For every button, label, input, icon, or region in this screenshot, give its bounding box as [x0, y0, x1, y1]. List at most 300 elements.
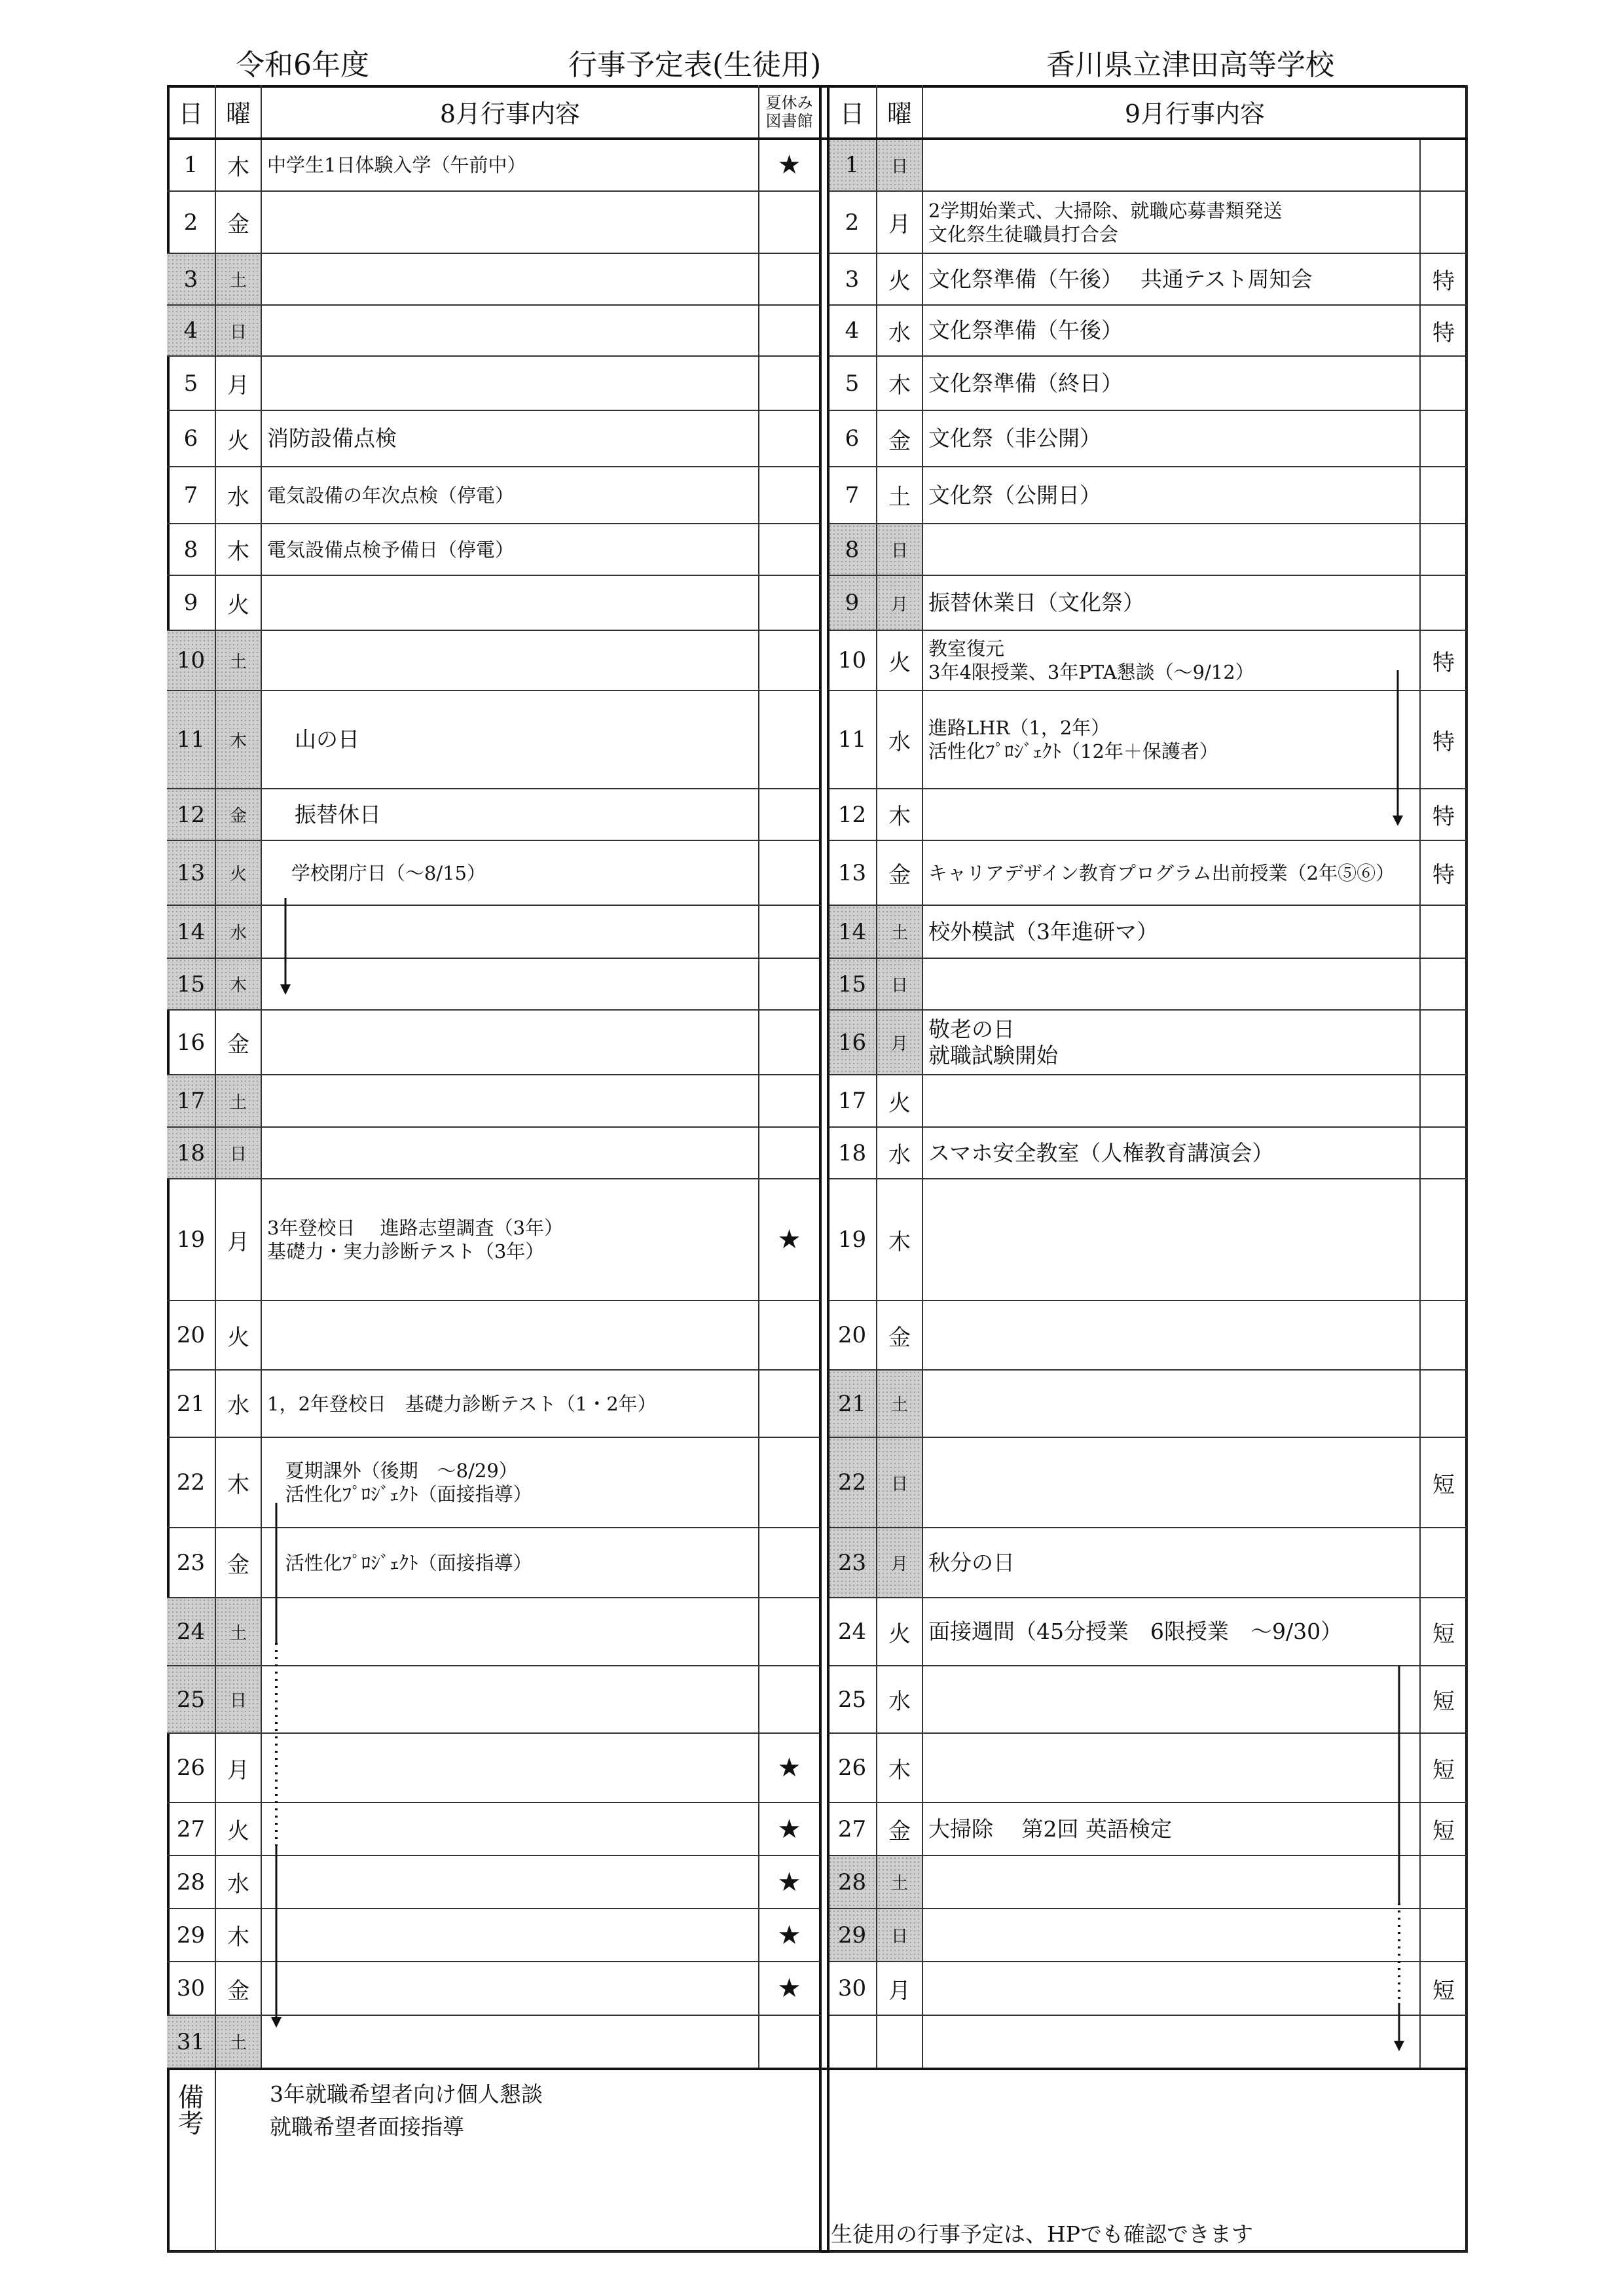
sep-mark-cell [1421, 467, 1468, 524]
sep-event-cell [923, 524, 1421, 576]
aug-library-cell [759, 1128, 822, 1179]
weekday: 日 [229, 322, 247, 342]
library-open-mark: ★ [777, 1867, 801, 1897]
weekday: 金 [229, 806, 247, 826]
aug-dow-cell [216, 1075, 262, 1128]
weekday: 土 [229, 271, 247, 291]
aug-dow-cell [216, 1909, 262, 1962]
aug-library-cell [759, 357, 822, 411]
sep-event-cell [923, 906, 1421, 959]
sep-event-cell [923, 1371, 1421, 1438]
aug-header-library [759, 85, 822, 139]
event-text: 3年登校日 進路志望調査（3年） 基礎力・実力診断テスト（3年） [267, 1217, 564, 1263]
table-rule [167, 137, 1468, 140]
weekday: 金 [227, 211, 249, 238]
sep-dow-cell [877, 1528, 923, 1598]
weekday: 土 [229, 2034, 247, 2053]
event-text: 敬老の日 就職試験開始 [928, 1016, 1058, 1068]
header-label: 日 [178, 99, 204, 128]
sep-dow-cell [877, 1666, 923, 1734]
sep-mark-cell [1421, 524, 1468, 576]
day-number: 26 [837, 1755, 867, 1781]
aug-event-cell [262, 467, 759, 524]
event-text: 大掃除 第2回 英語検定 [928, 1816, 1172, 1842]
aug-dow-cell [216, 192, 262, 254]
sep-dow-cell [877, 467, 923, 524]
aug-day-cell [167, 1734, 216, 1803]
day-number: 6 [845, 425, 860, 452]
sep-dow-cell [877, 254, 923, 306]
weekday: 木 [888, 804, 911, 830]
sep-mark-cell [1421, 789, 1468, 841]
aug-library-cell [759, 1528, 822, 1598]
sep-dow-cell [877, 1011, 923, 1075]
aug-library-cell [759, 192, 822, 254]
aug-event-cell [262, 906, 759, 959]
event-text: 面接週間（45分授業 6限授業 〜9/30） [928, 1619, 1343, 1644]
weekday: 日 [890, 1927, 908, 1946]
sep-dow-cell [877, 1598, 923, 1666]
weekday: 月 [227, 1229, 249, 1255]
aug-library-cell [759, 1598, 822, 1666]
aug-dow-cell [216, 2016, 262, 2069]
aug-library-cell [759, 467, 822, 524]
aug-event-cell [262, 631, 759, 691]
sep-event-cell [923, 1011, 1421, 1075]
weekday: 火 [229, 865, 247, 884]
aug-event-cell [262, 1734, 759, 1803]
event-text: 山の日 [267, 726, 359, 752]
day-number: 25 [176, 1686, 206, 1713]
aug-day-cell [167, 1301, 216, 1371]
weekday: 月 [890, 594, 908, 615]
weekday: 火 [227, 1818, 249, 1844]
aug-day-cell [167, 1909, 216, 1962]
day-number: 24 [837, 1619, 867, 1645]
sep-dow-cell [877, 691, 923, 789]
day-number: 30 [176, 1975, 206, 2001]
weekday: 金 [888, 862, 911, 888]
sep-mark-cell [1421, 1528, 1468, 1598]
weekday: 日 [890, 156, 908, 177]
sep-dow-cell [877, 1438, 923, 1528]
day-number: 25 [837, 1686, 867, 1713]
aug-day-cell [167, 1179, 216, 1301]
day-number: 6 [183, 425, 198, 452]
event-text: 文化祭（非公開） [928, 425, 1101, 451]
sep-mark-cell [1421, 139, 1468, 192]
event-text: 進路LHR（1，2年） 活性化ﾌﾟﾛｼﾞｪｸﾄ（12年＋保護者） [928, 717, 1218, 762]
aug-event-cell [262, 1666, 759, 1734]
sep-day-cell-empty [828, 2016, 877, 2069]
weekday: 火 [888, 1090, 911, 1117]
sep-mark-cell [1421, 691, 1468, 789]
day-number: 27 [176, 1816, 206, 1842]
day-number: 20 [837, 1322, 867, 1348]
aug-day-cell [167, 467, 216, 524]
aug-dow-cell [216, 411, 262, 467]
aug-event-cell [262, 1179, 759, 1301]
schedule-mark: 短 [1432, 1818, 1455, 1844]
sep-dow-cell [877, 1128, 923, 1179]
sep-event-cell [923, 1075, 1421, 1128]
day-number: 3 [183, 266, 198, 293]
weekday: 日 [229, 1145, 247, 1164]
weekday: 火 [888, 1621, 911, 1647]
sep-dow-cell [877, 576, 923, 631]
day-number: 3 [845, 266, 860, 293]
sep-mark-cell [1421, 1734, 1468, 1803]
aug-dow-cell [216, 524, 262, 576]
sep-header-dow [877, 85, 923, 139]
sep-day-cell [828, 1011, 877, 1075]
table-rule [167, 2068, 1468, 2070]
day-number: 26 [176, 1755, 206, 1781]
sep-day-cell [828, 1179, 877, 1301]
sep-dow-cell [877, 1734, 923, 1803]
aug-library-cell [759, 411, 822, 467]
day-number: 30 [837, 1975, 867, 2001]
library-open-mark: ★ [777, 150, 801, 180]
event-text: 振替休日 [267, 801, 381, 827]
day-number: 23 [837, 1549, 867, 1576]
aug-dow-cell [216, 1528, 262, 1598]
sep-mark-cell [1421, 306, 1468, 357]
weekday: 木 [229, 731, 247, 751]
aug-day-cell [167, 1128, 216, 1179]
day-number: 20 [176, 1322, 206, 1348]
schedule-mark: 特 [1432, 728, 1455, 755]
day-number: 16 [837, 1029, 867, 1056]
sep-mark-cell [1421, 1909, 1468, 1962]
day-number: 4 [845, 317, 860, 344]
event-text: 1，2年登校日 基礎力診断テスト（1・2年） [267, 1392, 657, 1415]
sep-dow-cell [877, 841, 923, 906]
weekday: 土 [888, 484, 911, 511]
schedule-mark: 短 [1432, 1689, 1455, 1715]
weekday: 木 [227, 154, 249, 181]
sep-dow-cell [877, 1856, 923, 1909]
day-number: 22 [176, 1469, 206, 1496]
sep-mark-cell [1421, 1371, 1468, 1438]
aug-day-cell [167, 1371, 216, 1438]
header-label: 9月行事内容 [1124, 99, 1266, 128]
aug-library-cell [759, 1962, 822, 2016]
sep-day-cell [828, 411, 877, 467]
event-text: 教室復元 3年4限授業、3年PTA懇談（〜9/12） [928, 637, 1254, 683]
sep-dow-cell-empty [877, 2016, 923, 2069]
day-number: 2 [845, 209, 860, 236]
sep-event-cell [923, 357, 1421, 411]
aug-day-cell [167, 1011, 216, 1075]
sep-event-cell [923, 576, 1421, 631]
aug-header-day [167, 85, 216, 139]
aug-library-cell [759, 254, 822, 306]
aug-event-cell [262, 1371, 759, 1438]
sep-dow-cell [877, 1962, 923, 2016]
sep-day-cell [828, 841, 877, 906]
aug-event-cell [262, 1909, 759, 1962]
header-label: 曜 [886, 99, 912, 128]
sep-day-cell [828, 524, 877, 576]
sep-mark-cell [1421, 1803, 1468, 1856]
sep-mark-cell [1421, 357, 1468, 411]
aug-day-cell [167, 631, 216, 691]
aug-dow-cell [216, 1666, 262, 1734]
aug-day-cell [167, 1962, 216, 2016]
sep-event-cell [923, 1856, 1421, 1909]
weekday: 月 [227, 372, 249, 399]
weekday: 月 [890, 1554, 908, 1574]
remarks-right-text: 生徒用の行事予定は、HPでも確認できます [831, 2221, 1253, 2247]
weekday: 木 [888, 1757, 911, 1784]
table-rule [827, 85, 830, 2253]
sep-day-cell [828, 1371, 877, 1438]
weekday: 水 [888, 728, 911, 755]
aug-event-cell [262, 1528, 759, 1598]
sep-dow-cell [877, 1301, 923, 1371]
sep-event-cell [923, 631, 1421, 691]
remarks-left-text: 3年就職希望者向け個人懇談 就職希望者面接指導 [270, 2081, 543, 2140]
aug-day-cell [167, 1598, 216, 1666]
aug-event-cell [262, 1011, 759, 1075]
day-number: 27 [837, 1816, 867, 1842]
aug-library-cell [759, 1371, 822, 1438]
schedule-mark: 特 [1432, 804, 1455, 830]
aug-day-cell [167, 192, 216, 254]
aug-day-cell [167, 691, 216, 789]
aug-library-cell [759, 1075, 822, 1128]
weekday: 火 [888, 268, 911, 295]
aug-dow-cell [216, 1438, 262, 1528]
day-number: 4 [183, 317, 198, 344]
sep-dow-cell [877, 411, 923, 467]
sep-mark-cell [1421, 1666, 1468, 1734]
aug-event-cell [262, 691, 759, 789]
aug-day-cell [167, 576, 216, 631]
aug-dow-cell [216, 467, 262, 524]
sep-day-cell [828, 1962, 877, 2016]
aug-day-cell [167, 1528, 216, 1598]
sep-dow-cell [877, 357, 923, 411]
aug-dow-cell [216, 1962, 262, 2016]
aug-day-cell [167, 841, 216, 906]
sep-mark-cell [1421, 1011, 1468, 1075]
aug-day-cell [167, 357, 216, 411]
weekday: 土 [229, 652, 247, 672]
sep-event-cell [923, 1734, 1421, 1803]
day-number: 12 [837, 801, 867, 828]
aug-dow-cell [216, 306, 262, 357]
sep-mark-cell [1421, 1179, 1468, 1301]
schedule-mark: 短 [1432, 1621, 1455, 1647]
aug-library-cell [759, 306, 822, 357]
sep-event-cell [923, 1301, 1421, 1371]
weekday: 月 [888, 211, 911, 238]
day-number: 14 [176, 918, 206, 945]
aug-event-cell [262, 1856, 759, 1909]
aug-day-cell [167, 306, 216, 357]
aug-event-cell [262, 1962, 759, 2016]
weekday: 月 [227, 1757, 249, 1784]
sep-header-title [923, 85, 1468, 139]
school-name: 香川県立津田高等学校 [1046, 48, 1334, 82]
aug-library-cell [759, 906, 822, 959]
sep-day-cell [828, 1075, 877, 1128]
event-text: 2学期始業式、大掃除、就職応募書類発送 文化祭生徒職員打合会 [928, 199, 1283, 245]
aug-dow-cell [216, 357, 262, 411]
aug-event-cell [262, 1803, 759, 1856]
aug-library-cell [759, 1179, 822, 1301]
day-number: 21 [176, 1390, 206, 1417]
weekday: 金 [888, 1818, 911, 1844]
day-number: 29 [837, 1922, 867, 1948]
sep-event-cell [923, 1128, 1421, 1179]
day-number: 7 [845, 482, 860, 509]
sep-day-cell [828, 139, 877, 192]
aug-dow-cell [216, 254, 262, 306]
day-number: 10 [176, 647, 206, 673]
day-number: 28 [176, 1869, 206, 1895]
aug-library-cell [759, 1301, 822, 1371]
weekday: 水 [227, 1871, 249, 1897]
sep-day-cell [828, 906, 877, 959]
aug-dow-cell [216, 1011, 262, 1075]
aug-event-cell [262, 841, 759, 906]
day-number: 1 [845, 152, 860, 178]
aug-day-cell [167, 139, 216, 192]
day-number: 28 [837, 1869, 867, 1895]
sep-mark-cell [1421, 411, 1468, 467]
day-number: 18 [176, 1139, 206, 1166]
sep-dow-cell [877, 524, 923, 576]
aug-library-cell [759, 631, 822, 691]
sep-day-cell [828, 1734, 877, 1803]
weekday: 水 [227, 1393, 249, 1419]
day-number: 5 [845, 370, 860, 397]
aug-dow-cell [216, 1371, 262, 1438]
remarks-right-cell [828, 2069, 1468, 2253]
aug-event-cell [262, 524, 759, 576]
aug-dow-cell [216, 576, 262, 631]
day-number: 7 [183, 482, 198, 509]
aug-library-cell [759, 1666, 822, 1734]
event-text: 文化祭（公開日） [928, 482, 1101, 508]
sep-mark-cell [1421, 192, 1468, 254]
library-open-mark: ★ [777, 1814, 801, 1844]
aug-library-cell [759, 841, 822, 906]
sep-day-cell [828, 959, 877, 1011]
sep-dow-cell [877, 906, 923, 959]
aug-library-cell [759, 576, 822, 631]
weekday: 日 [890, 976, 908, 996]
weekday: 土 [229, 1092, 247, 1113]
sep-day-cell [828, 254, 877, 306]
sep-event-cell [923, 467, 1421, 524]
remarks-left-cell [216, 2069, 822, 2253]
sep-event-cell [923, 1528, 1421, 1598]
weekday: 火 [227, 427, 249, 454]
aug-dow-cell [216, 906, 262, 959]
remarks-label-cell [167, 2069, 216, 2253]
aug-dow-cell [216, 691, 262, 789]
sep-day-cell [828, 306, 877, 357]
header-label: 夏休み 図書館 [765, 93, 813, 130]
weekday: 水 [227, 484, 249, 511]
day-number: 19 [837, 1227, 867, 1253]
sep-mark-cell [1421, 1962, 1468, 2016]
sep-mark-cell [1421, 1075, 1468, 1128]
aug-header-title [262, 85, 759, 139]
sep-event-cell [923, 192, 1421, 254]
weekday: 金 [227, 1552, 249, 1578]
day-number: 15 [837, 971, 867, 997]
day-number: 8 [183, 536, 198, 563]
aug-dow-cell [216, 1734, 262, 1803]
library-open-mark: ★ [777, 1973, 801, 2003]
aug-event-cell [262, 1301, 759, 1371]
weekday: 木 [227, 1924, 249, 1950]
weekday: 日 [890, 541, 908, 561]
schedule-mark: 短 [1432, 1757, 1455, 1784]
sep-day-cell [828, 1128, 877, 1179]
day-number: 16 [176, 1029, 206, 1056]
weekday: 土 [229, 1623, 247, 1643]
aug-event-cell [262, 357, 759, 411]
sep-event-cell [923, 254, 1421, 306]
schedule-mark: 特 [1432, 862, 1455, 888]
sep-dow-cell [877, 789, 923, 841]
sep-event-cell [923, 841, 1421, 906]
event-text: 電気設備点検予備日（停電） [267, 538, 515, 561]
day-number: 18 [837, 1139, 867, 1166]
aug-library-cell [759, 789, 822, 841]
aug-library-cell [759, 1734, 822, 1803]
day-number: 23 [176, 1549, 206, 1576]
weekday: 木 [227, 1471, 249, 1498]
event-text: 校外模試（3年進研マ） [928, 918, 1158, 944]
event-text: 消防設備点検 [267, 425, 397, 451]
schedule-mark: 特 [1432, 319, 1455, 346]
day-number: 11 [176, 726, 206, 753]
sep-dow-cell [877, 1075, 923, 1128]
event-text: 電気設備の年次点検（停電） [267, 484, 515, 507]
aug-dow-cell [216, 1803, 262, 1856]
event-text: キャリアデザイン教育プログラム出前授業（2年⑤⑥） [928, 861, 1395, 884]
header-label: 8月行事内容 [439, 99, 581, 128]
sep-event-cell [923, 691, 1421, 789]
aug-day-cell [167, 2016, 216, 2069]
aug-dow-cell [216, 1179, 262, 1301]
day-number: 12 [176, 801, 206, 828]
event-text: 振替休業日（文化祭） [928, 590, 1144, 615]
aug-day-cell [167, 1075, 216, 1128]
remarks-label: 備 考 [177, 2083, 204, 2139]
sep-day-cell [828, 691, 877, 789]
sep-mark-cell [1421, 254, 1468, 306]
event-text: 文化祭準備（午後） 共通テスト周知会 [928, 266, 1313, 292]
sep-mark-cell [1421, 576, 1468, 631]
weekday: 金 [888, 427, 911, 454]
aug-dow-cell [216, 1128, 262, 1179]
aug-library-cell [759, 2016, 822, 2069]
library-open-mark: ★ [777, 1753, 801, 1783]
sep-day-cell [828, 1666, 877, 1734]
weekday: 月 [888, 1977, 911, 2004]
aug-day-cell [167, 524, 216, 576]
event-text: スマホ安全教室（人権教育講演会） [928, 1139, 1274, 1166]
sep-dow-cell [877, 1371, 923, 1438]
